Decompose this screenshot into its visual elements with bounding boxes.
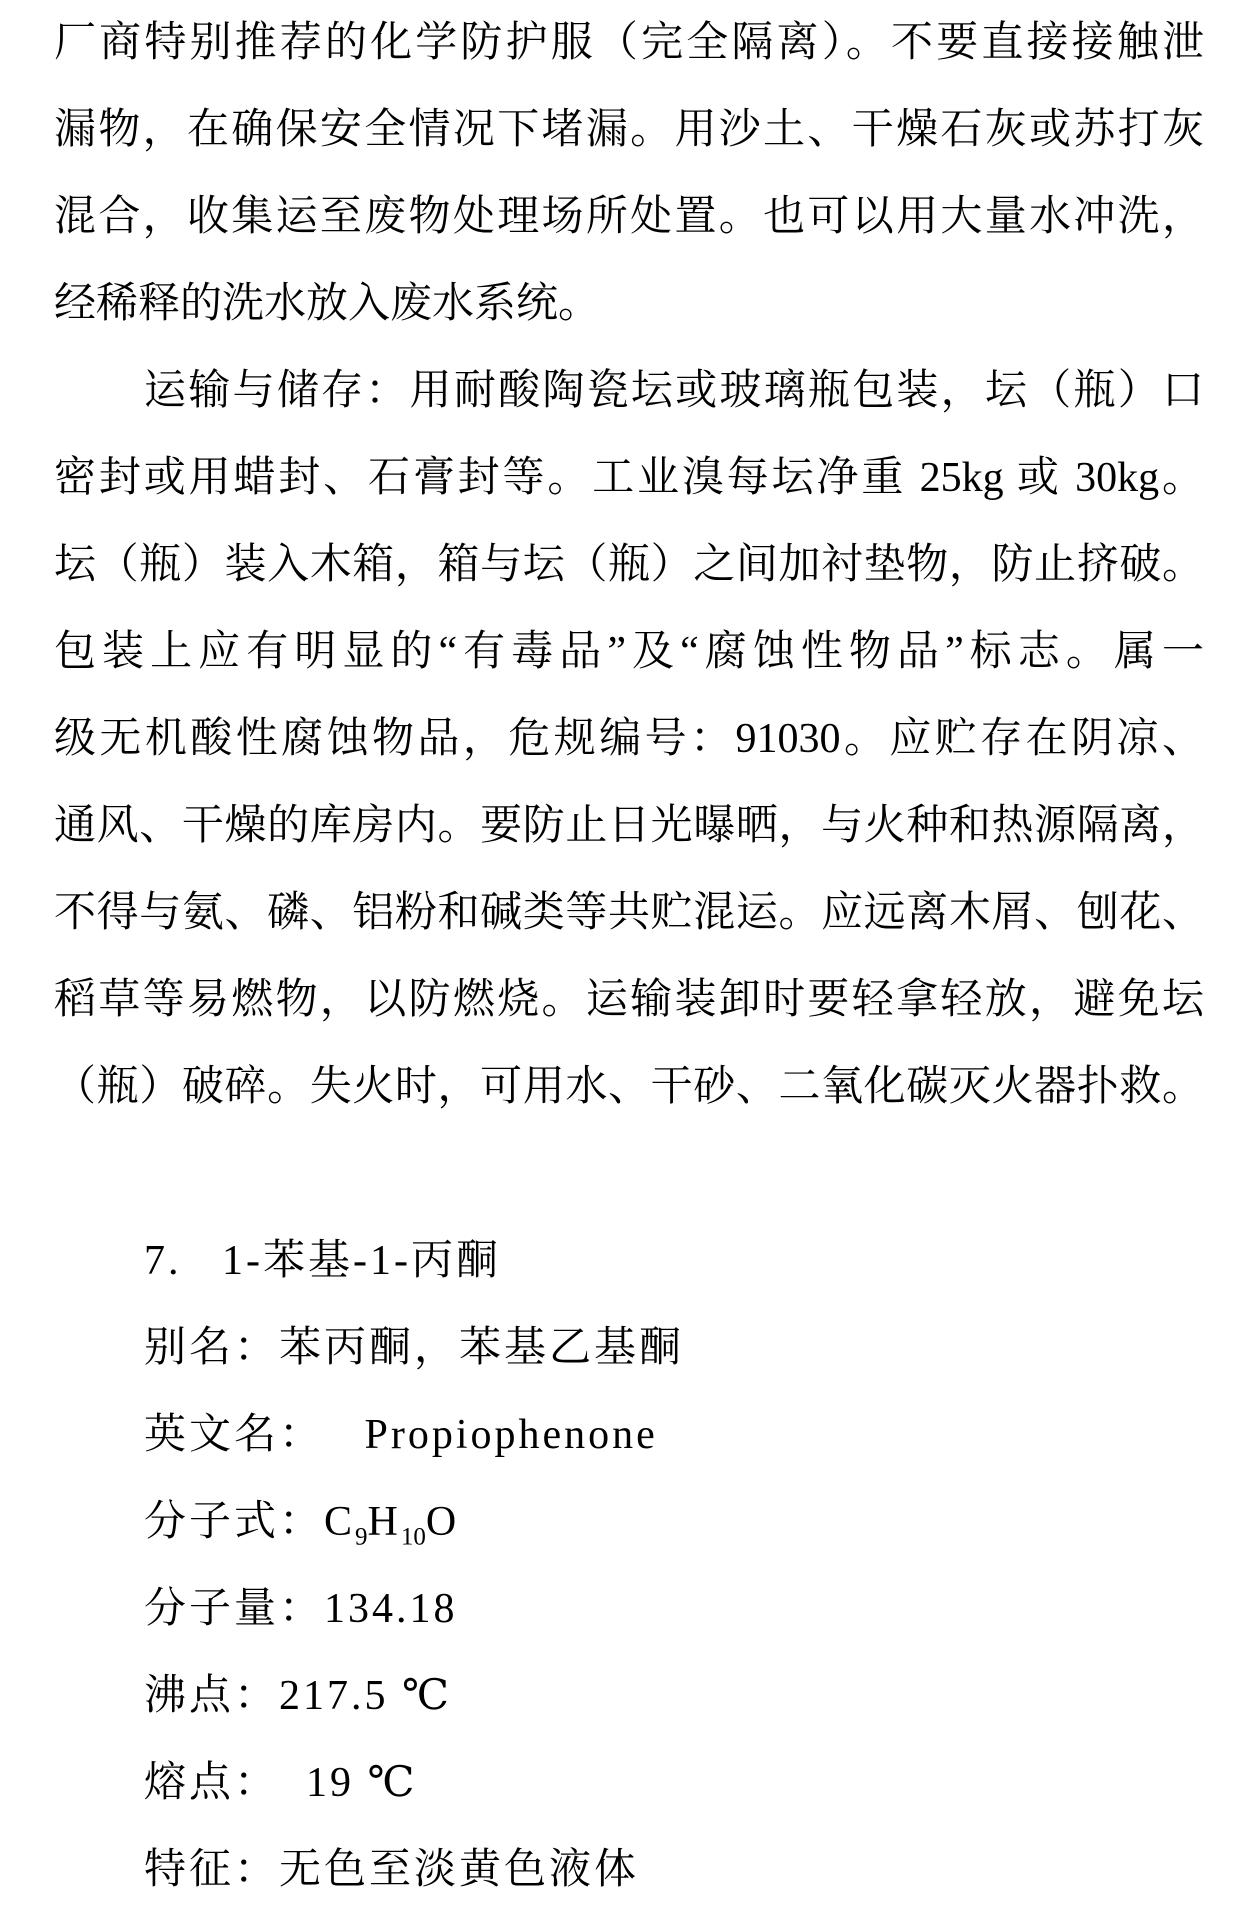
paragraph1-line: 厂商特别推荐的化学防护服（完全隔离）。不要直接接触泄: [54, 20, 1204, 66]
molecular-formula-label: 分子式：: [144, 1499, 325, 1545]
molecular-weight-line: 分子量：134.18: [144, 1586, 458, 1632]
formula-element-h: H: [367, 1499, 401, 1545]
molecular-formula-line: [54, 1479, 1204, 1566]
boiling-point-line: 沸点：217.5 ℃: [144, 1673, 452, 1719]
formula-element-c: C: [324, 1499, 356, 1545]
alias-line: 别名：苯丙酮，苯基乙基酮: [144, 1325, 685, 1371]
paragraph1-line: 混合，收集运至废物处理场所处置。也可以用大量水冲洗，: [54, 194, 1204, 240]
paragraph2-line: 包装上应有明显的“有毒品”及“腐蚀性物品”标志。属一: [54, 629, 1204, 675]
formula-element-o: O: [425, 1499, 460, 1545]
paragraph2-last-line: （瓶）破碎。失火时，可用水、干砂、二氧化碳灭火器扑救。: [54, 1064, 1204, 1110]
paragraph2-line: 不得与氨、磷、铝粉和碱类等共贮混运。应远离木屑、刨花、: [54, 890, 1204, 936]
paragraph2-line: 密封或用蜡封、石膏封等。工业溴每坛净重 25kg 或 30kg。: [54, 455, 1204, 501]
paragraph2-line: 通风、干燥的库房内。要防止日光曝晒，与火种和热源隔离，: [54, 803, 1204, 849]
paragraph2-line: 级无机酸性腐蚀物品，危规编号：91030。应贮存在阴凉、: [54, 716, 1204, 762]
english-name-line: 英文名： Propiophenone: [144, 1412, 658, 1458]
section-heading: 7. 1-苯基-1-丙酮: [144, 1238, 501, 1284]
formula-subscript-h: 10: [400, 1523, 426, 1551]
paragraph1-last-line: 经稀释的洗水放入废水系统。: [54, 281, 601, 327]
paragraph1-line: 漏物，在确保安全情况下堵漏。用沙土、干燥石灰或苏打灰: [54, 107, 1204, 153]
formula-subscript-c: 9: [355, 1523, 368, 1551]
blank-line: [54, 1131, 1204, 1218]
paragraph2-first-line: 运输与储存：用耐酸陶瓷坛或玻璃瓶包装，坛（瓶）口: [144, 368, 1204, 414]
paragraph2-line: 稻草等易燃物，以防燃烧。运输装卸时要轻拿轻放，避免坛: [54, 977, 1204, 1023]
paragraph2-line: 坛（瓶）装入木箱，箱与坛（瓶）之间加衬垫物，防止挤破。: [54, 542, 1204, 588]
melting-point-line: 熔点： 19 ℃: [144, 1760, 418, 1806]
characteristics-line: 特征：无色至淡黄色液体: [144, 1847, 640, 1893]
